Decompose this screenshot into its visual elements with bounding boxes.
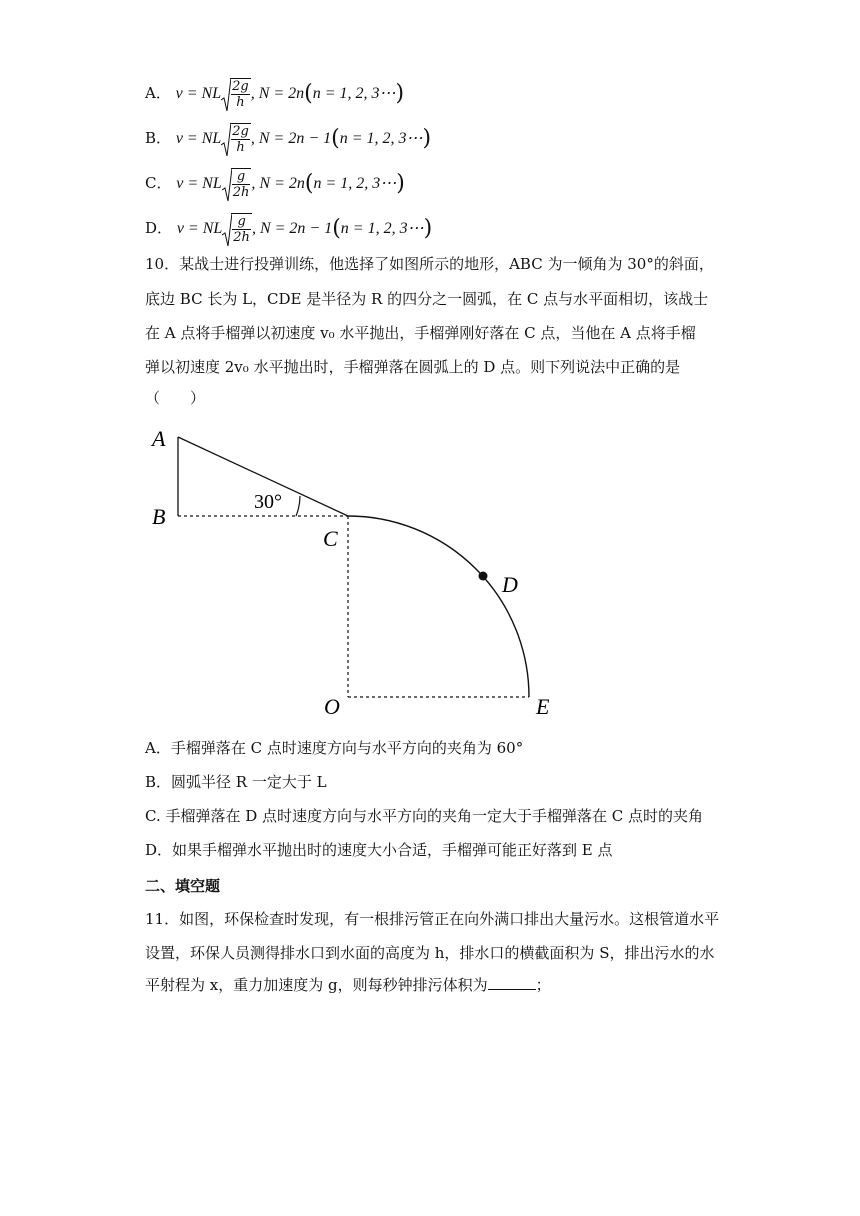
point-d (479, 572, 488, 581)
q10-text-line-2: 底边 BC 长为 L，CDE 是半径为 R 的四分之一圆弧，在 C 点与水平面相切，该战士 (145, 290, 709, 308)
q10-text-line-1: 10．某战士进行投弹训练，他选择了如图所示的地形，ABC 为一倾角为 30°的斜面， (145, 255, 714, 273)
option-10b[interactable]: B．圆弧半径 R 一定大于 L (145, 773, 327, 791)
sqrt-symbol: $\frac{2g}{h}$ (221, 123, 251, 155)
option-9d[interactable]: D． v = NL $\frac{g}{2h}$ , N = 2n − 1(n = 1, 2, 3⋯) (145, 214, 433, 245)
option-9a[interactable]: A． v = NL $\frac{2g}{h}$ , N = 2n(n = 1, 2, 3⋯) (145, 79, 405, 110)
sqrt-symbol: $\frac{g}{2h}$ (222, 213, 252, 245)
option-10c[interactable]: C. 手榴弹落在 D 点时速度方向与水平方向的夹角一定大于手榴弹落在 C 点时的夹角 (145, 807, 704, 825)
q10-text-line-4: 弹以初速度 2v₀ 水平抛出时，手榴弹落在圆弧上的 D 点。则下列说法中正确的是 (145, 358, 681, 376)
q10-text-line-3: 在 A 点将手榴弹以初速度 v₀ 水平抛出，手榴弹刚好落在 C 点，当他在 A 点将手榴 (145, 324, 696, 342)
q11-text-line-3: 平射程为 x，重力加速度为 g，则每秒钟排污体积为 ； (145, 976, 551, 994)
sqrt-symbol: $\frac{2g}{h}$ (221, 78, 251, 110)
q10-figure (140, 420, 570, 725)
option-10a[interactable]: A．手榴弹落在 C 点时速度方向与水平方向的夹角为 60° (145, 739, 524, 757)
sqrt-symbol: $\frac{g}{2h}$ (222, 168, 252, 200)
option-9c[interactable]: C． v = NL $\frac{g}{2h}$ , N = 2n(n = 1, 2, 3⋯) (145, 169, 405, 200)
label-a: A (152, 426, 166, 451)
angle-arc (296, 496, 300, 516)
option-10d[interactable]: D．如果手榴弹水平抛出时的速度大小合适，手榴弹可能正好落到 E 点 (145, 841, 613, 859)
section-heading-fill-blank: 二、填空题 (145, 877, 221, 895)
label-o: O (324, 694, 340, 719)
label-c: C (323, 526, 338, 551)
q10-answer-paren: （ ） (145, 389, 206, 407)
label-d: D (502, 572, 518, 597)
option-9b[interactable]: B． v = NL $\frac{2g}{h}$ , N = 2n − 1(n = 1, 2, 3⋯) (145, 124, 432, 155)
label-b: B (152, 504, 166, 529)
q11-text-line-1: 11．如图，环保检查时发现，有一根排污管正在向外满口排出大量污水。这根管道水平 (145, 910, 720, 928)
answer-blank[interactable] (488, 975, 536, 990)
label-e: E (536, 694, 550, 719)
q11-text-line-2: 设置，环保人员测得排水口到水面的高度为 h，排水口的横截面积为 S，排出污水的水 (145, 944, 715, 962)
label-angle: 30° (254, 491, 282, 513)
arc-cde (348, 516, 529, 697)
